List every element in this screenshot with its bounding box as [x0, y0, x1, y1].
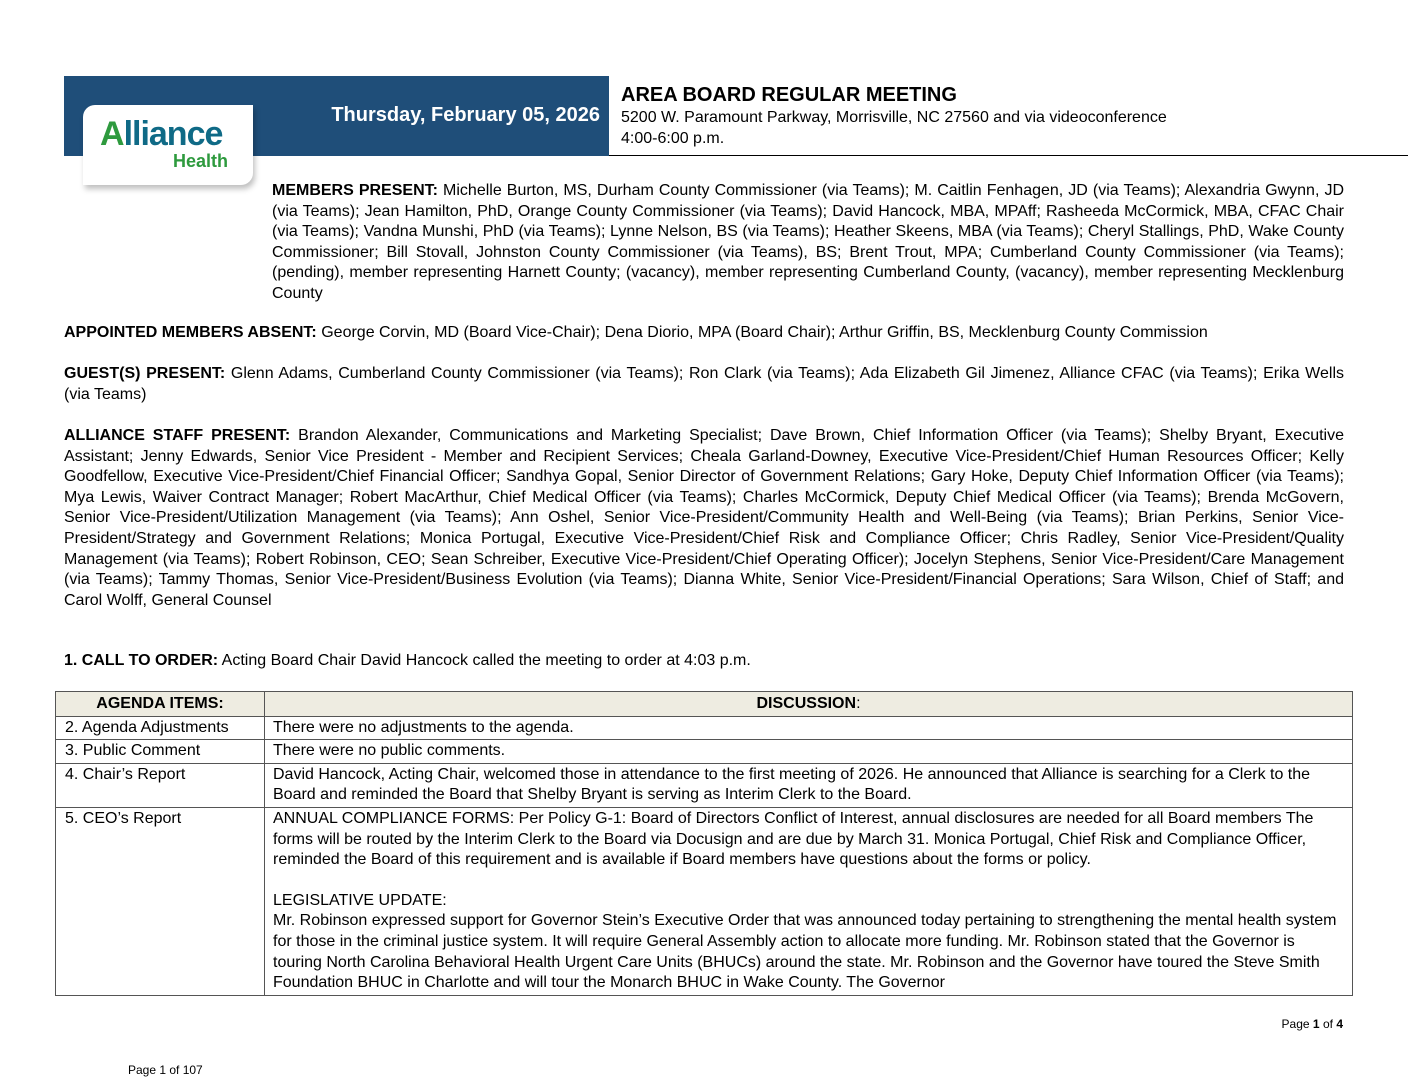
discussion-header-colon: : — [856, 695, 861, 712]
agenda-discussion: There were no adjustments to the agenda. — [265, 716, 1353, 740]
agenda-discussion: There were no public comments. — [265, 740, 1353, 764]
page-number — [1200, 1017, 1343, 1031]
guests-present — [64, 364, 1344, 405]
staff-present-label: ALLIANCE STAFF PRESENT: — [64, 427, 291, 444]
members-present-label: MEMBERS PRESENT: — [272, 182, 438, 199]
staff-present — [64, 426, 1344, 611]
meeting-date: Thursday, February 05, 2026 — [331, 104, 600, 126]
members-absent-text: George Corvin, MD (Board Vice-Chair); Dena Diorio, MPA (Board Chair); Arthur Griffin, BS, Mecklenburg County Commission — [321, 324, 1208, 341]
meeting-title: AREA BOARD REGULAR MEETING — [621, 84, 957, 106]
agenda-table — [55, 691, 1353, 996]
agenda-header-row — [56, 692, 1353, 717]
staff-present-text: Brandon Alexander, Communications and Marketing Specialist; Dave Brown, Chief Information Officer (via Teams); Shelby Bryant, Executive Assistant; Jenny Edwards, Senior Vice President - Member and Recipient Services; Cheala Garland-Downey, Executive Vice-President/Chief Human Resources Officer; Kelly Goodfellow, Executive Vice-President/Chief Financial Officer; Sandhya Gopal, Senior Director of Government Relations; Gary Hoke, Deputy Chief Information Officer (via Teams); Mya Lewis, Waiver Contract Manager; Robert MacArthur, Chief Medical Officer (via Teams); Charles McCormick, Deputy Chief Medical Officer (via Teams); Brenda McGovern, Senior Vice-President/Utilization Management (via Teams); Ann Oshel, Senior Vice-President/Community Health and Well-Being (via Teams); Brian Perkins, Senior Vice-President/Strategy and Government Relations; Monica Portugal, Executive Vice-President/Chief Risk and Compliance Officer; Chris Radley, Senior Vice-President/Quality Management (via Teams); Robert Robinson, CEO; Sean Schreiber, Executive Vice-President/Chief Operating Officer); Jocelyn Stephens, Senior Vice-President/Care Management (via Teams); Tammy Thomas, Senior Vice-President/Business Evolution (via Teams); Dianna White, Senior Vice-President/Financial Operations; Sara Wilson, Chief of Staff; and Carol Wolff, General Counsel — [64, 427, 1344, 609]
agenda-item: 5. CEO’s Report — [56, 807, 265, 995]
logo-subword: Health — [173, 151, 229, 171]
agenda-item: 2. Agenda Adjustments — [56, 716, 265, 740]
members-present — [272, 181, 1344, 305]
agenda-item: 4. Chair’s Report — [56, 763, 265, 807]
page-prefix: Page — [1281, 1017, 1310, 1031]
logo-wordmark: Alliance — [100, 115, 223, 153]
agenda-discussion: David Hancock, Acting Chair, welcomed those in attendance to the first meeting of 2026. He announced that Alliance is searching for a Clerk to the Board and reminded the Board that Shelby Bryant is serving as Interim Clerk to the Board. — [265, 763, 1353, 807]
agenda-discussion — [265, 807, 1353, 995]
compliance-forms-paragraph: ANNUAL COMPLIANCE FORMS: Per Policy G-1: Board of Directors Conflict of Interest, annual disclosures are needed for all Board members The forms will be routed by the Interim Clerk to the Board via Docusign and are due by March 31. Monica Portugal, Chief Risk and Compliance Officer, reminded the Board of this requirement and is available if Board members have questions about the forms or policy. — [273, 809, 1314, 869]
table-row — [56, 740, 1353, 764]
agenda-item: 3. Public Comment — [56, 740, 265, 764]
discussion-header — [265, 692, 1353, 717]
header-rule — [609, 155, 1408, 156]
legislative-update-heading: LEGISLATIVE UPDATE: — [273, 891, 447, 909]
members-absent-label: APPOINTED MEMBERS ABSENT: — [64, 324, 317, 341]
current-page: 1 — [1312, 1017, 1320, 1031]
total-pages: 4 — [1336, 1017, 1343, 1031]
table-row — [56, 763, 1353, 807]
table-row — [56, 716, 1353, 740]
agenda-items-header: AGENDA ITEMS: — [56, 692, 265, 717]
meeting-address: 5200 W. Paramount Parkway, Morrisville, NC 27560 and via videoconference — [621, 109, 1167, 126]
call-to-order-text: Acting Board Chair David Hancock called the meeting to order at 4:03 p.m. — [221, 652, 751, 669]
table-row — [56, 807, 1353, 995]
members-absent — [64, 323, 1344, 344]
page-footer: Page 1 of 107 — [128, 1063, 203, 1077]
guests-present-label: GUEST(S) PRESENT: — [64, 365, 226, 382]
page-of-word: of — [1322, 1017, 1333, 1031]
discussion-header-label: DISCUSSION — [756, 695, 857, 712]
call-to-order — [64, 652, 751, 670]
guests-present-text: Glenn Adams, Cumberland County Commissioner (via Teams); Ron Clark (via Teams); Ada Elizabeth Gil Jimenez, Alliance CFAC (via Teams); Erika Wells (via Teams) — [64, 365, 1345, 403]
meeting-time: 4:00-6:00 p.m. — [621, 130, 725, 147]
call-to-order-label: 1. CALL TO ORDER: — [64, 652, 219, 669]
members-present-text: Michelle Burton, MS, Durham County Commissioner (via Teams); M. Caitlin Fenhagen, JD (via Teams); Alexandria Gwynn, JD (via Teams); Jean Hamilton, PhD, Orange County Commissioner (via Teams); David Hancock, MBA, MPAff; Rasheeda McCormick, MBA, CFAC Chair (via Teams); Vandna Munshi, PhD (via Teams); Lynne Nelson, BS (via Teams); Heather Skeens, MBA (via Teams); Cheryl Stallings, PhD, Wake County Commissioner; Bill Stovall, Johnston County Commissioner (via Teams), BS; Brent Trout, MPA; Cumberland County Commissioner (via Teams); (pending), member representing Harnett County; (vacancy), member representing Cumberland County, (vacancy), member representing Mecklenburg County — [272, 182, 1345, 302]
legislative-update-paragraph: Mr. Robinson expressed support for Governor Stein’s Executive Order that was announced today pertaining to strengthening the mental health system for those in the criminal justice system. It will require General Assembly action to allocate more funding. Mr. Robinson stated that the Governor is touring North Carolina Behavioral Health Urgent Care Units (BHUCs) around the state. Mr. Robinson and the Governor have toured the Steve Smith Foundation BHUC in Charlotte and will tour the Monarch BHUC in Wake County. The Governor — [273, 912, 1337, 992]
